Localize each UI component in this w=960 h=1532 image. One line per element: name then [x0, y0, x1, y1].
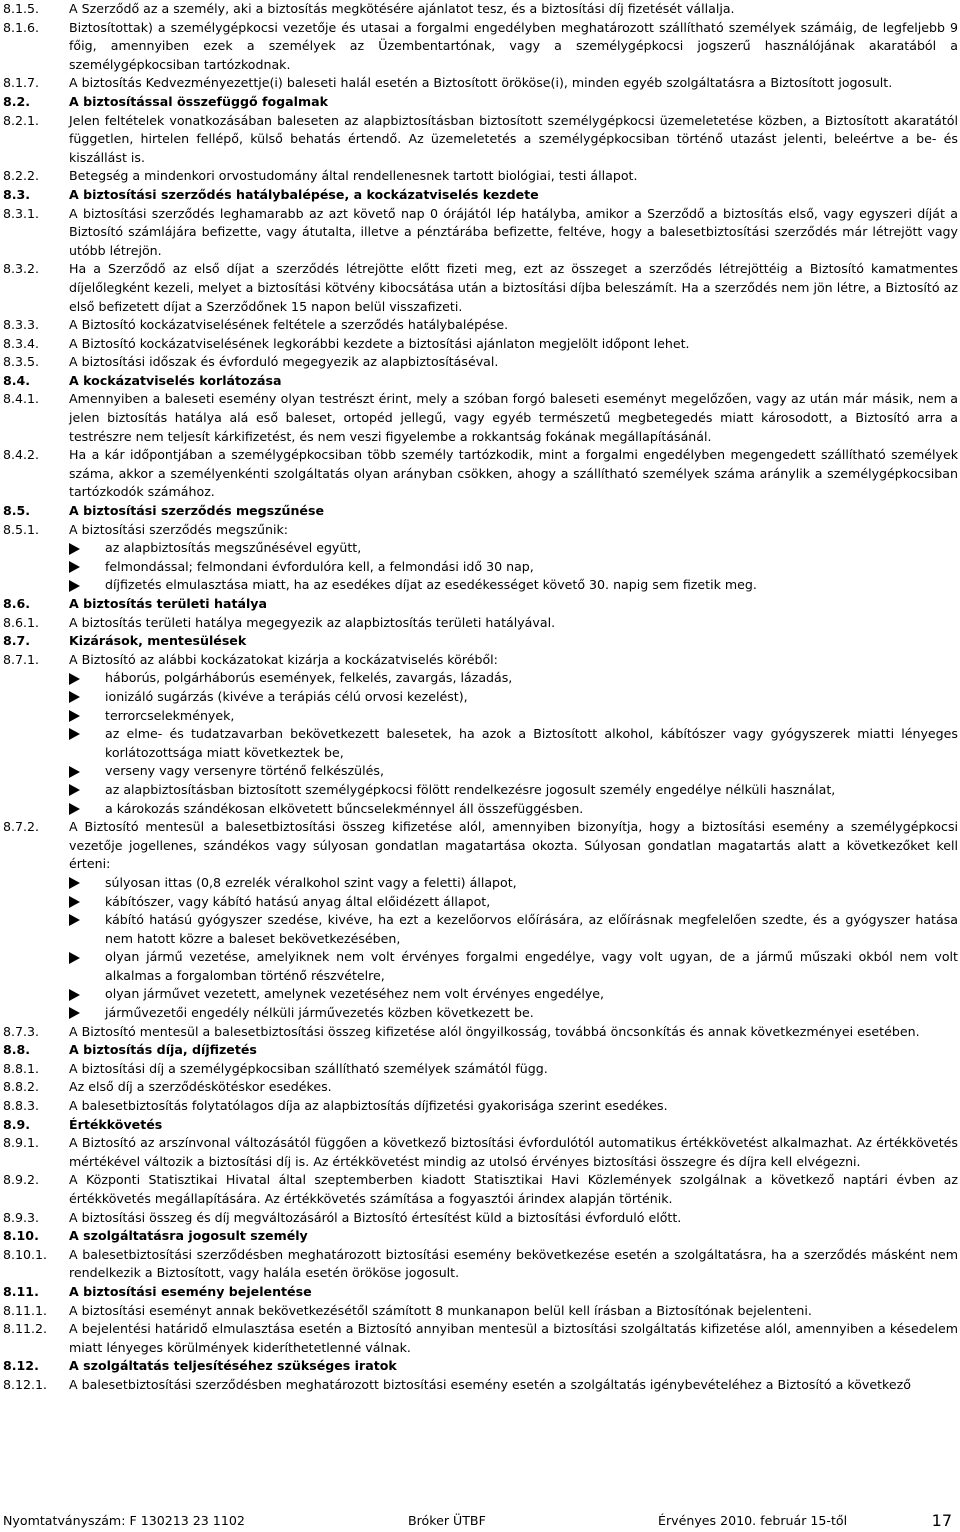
- section-heading: [3, 1041, 958, 1060]
- clause-item: [3, 0, 958, 19]
- broker-name: Bróker ÜTBF: [408, 1513, 486, 1529]
- bullet-item: [3, 800, 958, 819]
- clause-number: 8.8.1.: [3, 1060, 40, 1076]
- section-heading: [3, 1116, 958, 1135]
- clause-number: 8.2.2.: [3, 168, 40, 184]
- clause-item: [3, 1302, 958, 1321]
- clause-item: [3, 651, 958, 670]
- bullet-item: [3, 911, 958, 948]
- clause-text: A biztosítási időszak és évforduló megegyezik az alapbiztosításéval.: [69, 354, 499, 370]
- clause-text: Jelen feltételek vonatkozásában baleseten az alapbiztosításban biztosított személygépkocsi üzemeletetése közben, a Biztosított akaratától független, hirtelen fellépő, külső behatás értendő. Az üzemeletetés a személygépkocsiban történő utazást jelenti, beleértve a be- és kiszállást is.: [69, 112, 958, 165]
- section-heading: [3, 1227, 958, 1246]
- clause-item: [3, 260, 958, 316]
- clause-item: [3, 1171, 958, 1208]
- clause-item: [3, 1246, 958, 1283]
- clause-number: 8.1.7.: [3, 75, 40, 91]
- clause-number: 8.9.2.: [3, 1172, 40, 1188]
- clause-number: 8.1.6.: [3, 19, 40, 35]
- clause-number: 8.4.2.: [3, 447, 40, 463]
- heading-text: Kizárások, mentesülések: [69, 633, 247, 649]
- heading-text: A biztosítási szerződés hatálybalépése, a kockázatviselés kezdete: [69, 186, 539, 202]
- bullet-text: háborús, polgárháborús események, felkelés, zavargás, lázadás,: [105, 670, 513, 686]
- bullet-item: [3, 669, 958, 688]
- clause-number: 8.12.: [3, 1358, 39, 1374]
- clause-item: [3, 316, 958, 335]
- bullet-text: kábító hatású gyógyszer szedése, kivéve, ha ezt a kezelőorvos előírására, az előírásnak megfelelően szedte, és a gyógyszer hatása nem hatott közre a baleset bekövetkezésében,: [105, 912, 958, 946]
- clause-item: [3, 19, 958, 75]
- heading-text: A szolgáltatásra jogosult személy: [69, 1228, 308, 1244]
- clause-number: 8.8.: [3, 1042, 31, 1058]
- clause-item: [3, 1209, 958, 1228]
- clause-item: [3, 1023, 958, 1042]
- bullet-triangle-icon: [69, 539, 105, 558]
- bullet-text: verseny vagy versenyre történő felkészülés,: [105, 763, 384, 779]
- bullet-item: [3, 688, 958, 707]
- clause-number: 8.9.3.: [3, 1209, 40, 1225]
- clause-text: A biztosítási eseményt annak bekövetkezésétől számított 8 munkanapon belül kell írásban a Biztosítónak bejelenteni.: [69, 1302, 812, 1318]
- bullet-item: [3, 762, 958, 781]
- clause-number: 8.7.2.: [3, 819, 40, 835]
- bullet-text: olyan járművet vezetett, amelynek vezetéséhez nem volt érvényes engedélye,: [105, 986, 605, 1002]
- heading-text: A szolgáltatás teljesítéséhez szükséges iratok: [69, 1358, 397, 1374]
- clause-number: 8.12.1.: [3, 1376, 48, 1392]
- bullet-item: [3, 707, 958, 726]
- clause-item: [3, 614, 958, 633]
- clause-text: A balesetbiztosítási szerződésben meghatározott biztosítási esemény bekövetkezése esetén a szolgáltatásra, ha a szerződés másként nem rendelkezik a Biztosított, vagy halála esetén örököse jogosult.: [69, 1246, 958, 1281]
- clause-number: 8.9.1.: [3, 1135, 40, 1151]
- heading-text: A biztosítási esemény bejelentése: [69, 1283, 312, 1299]
- bullet-triangle-icon: [69, 576, 105, 595]
- section-heading: [3, 502, 958, 521]
- clause-text: Ha a Szerződő az első díjat a szerződés létrejötte előtt fizeti meg, ezt az összeget a szerződés létrejöttéig a Biztosító kamatmentes díjelőlegként kezeli, melyet a biztosítási kötvény kibocsátása után a biztosítási díjba beleszámít. Ha a szerződés nem jön létre, a Biztosító az első befizetett díjat a Szerződőnek 15 napon belül visszafizeti.: [69, 261, 958, 314]
- clause-item: [3, 818, 958, 874]
- page-footer: [3, 1511, 952, 1531]
- bullet-item: [3, 558, 958, 577]
- bullet-text: az alapbiztosítás megszűnésével együtt,: [105, 540, 362, 556]
- clause-text: A biztosítás Kedvezményezettje(i) baleseti halál esetén a Biztosított örököse(i), minden egyéb szolgáltatásra a Biztosított jogosult.: [69, 75, 893, 91]
- clause-item: [3, 1078, 958, 1097]
- bullet-text: a károkozás szándékosan elkövetett bűncselekménnyel áll összefüggésben.: [105, 800, 584, 816]
- clause-number: 8.2.1.: [3, 112, 40, 128]
- bullet-triangle-icon: [69, 1004, 105, 1023]
- clause-text: Az első díj a szerződéskötéskor esedékes.: [69, 1079, 332, 1095]
- clause-item: [3, 521, 958, 540]
- heading-text: A biztosítás területi hatálya: [69, 596, 268, 611]
- bullet-item: [3, 576, 958, 595]
- clause-text: A Biztosító mentesül a balesetbiztosítási összeg kifizetése alól, amennyiben bizonyítja, hogy a biztosítási esemény a személygépkocsi vezetője jogellenes, szándékos vagy súlyosan gondatlan magatartása okozta. Súlyosan gondatlan magatartás alatt a következőket kell érteni:: [69, 819, 958, 872]
- clause-number: 8.11.: [3, 1283, 39, 1299]
- bullet-triangle-icon: [69, 874, 105, 893]
- bullet-triangle-icon: [69, 911, 105, 930]
- clause-text: A biztosítási szerződés megszűnik:: [69, 521, 289, 537]
- clause-text: Amennyiben a baleseti esemény olyan testrészt érint, mely a szóban forgó baleseti eseményt megelőzően, vagy az után már másik, nem a jelen biztosítás hatálya alá eső baleset, ortopéd jellegű, vagy egyéb természetű megbetegedés miatt károsodott, a Biztosító arra a testrészre nem teljesít kárkifizetést, és nem veszi figyelembe a rokkantság fokának megállapításánál.: [69, 391, 958, 444]
- clause-item: [3, 1134, 958, 1171]
- clause-text: A Biztosító mentesül a balesetbiztosítási összeg kifizetése alól öngyilkosság, továbbá öncsonkítás és annak következményei esetében.: [69, 1023, 920, 1039]
- clause-number: 8.2.: [3, 93, 31, 109]
- bullet-text: olyan jármű vezetése, amelyiknek nem volt érvényes forgalmi engedélye, vagy volt ugyan, de a jármű műszaki okból nem volt alkalmas a forgalomban történő részvételre,: [105, 949, 958, 983]
- clause-text: A Biztosító az arszínvonal változásától függően a következő biztosítási évfordulótól automatikus értékkövetést alkalmazhat. Az értékkövetés mértékével változik a biztosítási díj is. Az értékkövetést mindig az utolsó érvényes biztosítási összegre és díjra kell elvégezni.: [69, 1135, 958, 1169]
- bullet-text: díjfizetés elmulasztása miatt, ha az esedékes díjat az esedékességet követő 30. napig sem fizetik meg.: [105, 577, 757, 593]
- bullet-triangle-icon: [69, 762, 105, 781]
- clause-text: A biztosítási szerződés leghamarabb az azt követő nap 0 órájától lép hatályba, amikor a Szerződő a biztosítás első, vagy egyszeri díját a Biztosító számlájára befizette, vagy átutalta, illetve a pénztárába befizette, feltéve, hogy a balesetbiztosítási szerződés már létrejött vagy utóbb létrejön.: [69, 205, 958, 258]
- clause-number: 8.4.1.: [3, 391, 40, 407]
- clause-text: Biztosítottak) a személygépkocsi vezetője és utasai a forgalmi engedélyben meghatározott szállítható személyek számáig, de legfeljebb 9 főig, amennyiben ezek a személyek az Üzembentartónak, vagy a személygépkocsi jogszerű használójának akaratából a személygépkocsiban tartózkodnak.: [69, 19, 958, 72]
- heading-text: A biztosítási szerződés megszűnése: [69, 503, 325, 519]
- bullet-item: [3, 725, 958, 762]
- clause-item: [3, 74, 958, 93]
- clause-number: 8.11.2.: [3, 1321, 48, 1337]
- bullet-item: [3, 781, 958, 800]
- bullet-item: [3, 874, 958, 893]
- clause-item: [3, 167, 958, 186]
- clause-item: [3, 390, 958, 446]
- clause-text: A balesetbiztosítási szerződésben meghatározott biztosítási esemény esetén a szolgáltatás igénybevételéhez a Biztosító a következő: [69, 1376, 911, 1392]
- bullet-text: súlyosan ittas (0,8 ezrelék véralkohol szint vagy a feletti) állapot,: [105, 874, 517, 890]
- clause-number: 8.7.1.: [3, 651, 40, 667]
- clause-item: [3, 112, 958, 168]
- bullet-triangle-icon: [69, 893, 105, 912]
- clause-item: [3, 1060, 958, 1079]
- bullet-triangle-icon: [69, 781, 105, 800]
- clause-text: A balesetbiztosítás folytatólagos díja az alapbiztosítás díjfizetési gyakorisága szerint esedékes.: [69, 1098, 668, 1114]
- bullet-text: terrorcselekmények,: [105, 707, 235, 723]
- clause-number: 8.3.4.: [3, 335, 40, 351]
- bullet-triangle-icon: [69, 800, 105, 819]
- section-heading: [3, 1283, 958, 1302]
- validity-date: Érvényes 2010. február 15-től: [658, 1513, 848, 1529]
- heading-text: A kockázatviselés korlátozása: [69, 372, 282, 388]
- bullet-triangle-icon: [69, 707, 105, 726]
- heading-text: A biztosítással összefüggő fogalmak: [69, 93, 328, 109]
- bullet-text: kábítószer, vagy kábító hatású anyag által előidézett állapot,: [105, 893, 491, 909]
- clause-item: [3, 1320, 958, 1357]
- document-body: [3, 0, 958, 1395]
- clause-number: 8.4.: [3, 372, 31, 388]
- bullet-triangle-icon: [69, 669, 105, 688]
- clause-number: 8.3.5.: [3, 354, 40, 370]
- form-number: Nyomtatványszám: F 130213 23 1102: [3, 1513, 245, 1529]
- clause-number: 8.1.5.: [3, 1, 40, 16]
- clause-number: 8.7.3.: [3, 1023, 40, 1039]
- clause-item: [3, 335, 958, 354]
- clause-number: 8.5.1.: [3, 521, 40, 537]
- clause-text: A bejelentési határidő elmulasztása esetén a Biztosító annyiban mentesül a biztosítási szolgáltatás kifizetése alól, amennyiben a késedelem miatt lényeges körülmények kideríthetetlenné válnak.: [69, 1321, 958, 1355]
- clause-number: 8.11.1.: [3, 1302, 48, 1318]
- bullet-triangle-icon: [69, 985, 105, 1004]
- bullet-triangle-icon: [69, 558, 105, 577]
- clause-number: 8.3.: [3, 186, 31, 202]
- clause-text: Betegség a mindenkori orvostudomány által rendellenesnek tartott biológiai, testi állapot.: [69, 168, 638, 184]
- clause-number: 8.3.2.: [3, 261, 40, 277]
- clause-number: 8.5.: [3, 503, 31, 519]
- clause-text: A biztosítási díj a személygépkocsiban szállítható személyek számától függ.: [69, 1060, 548, 1076]
- bullet-text: az alapbiztosításban biztosított személygépkocsi fölött rendelkezésre jogosult személy engedélye nélküli használat,: [105, 781, 836, 797]
- section-heading: [3, 186, 958, 205]
- clause-item: [3, 353, 958, 372]
- bullet-item: [3, 893, 958, 912]
- page-number: 17: [931, 1511, 952, 1531]
- bullet-text: ionizáló sugárzás (kivéve a terápiás célú orvosi kezelést),: [105, 688, 468, 704]
- bullet-item: [3, 985, 958, 1004]
- clause-number: 8.3.3.: [3, 317, 40, 333]
- section-heading: [3, 595, 958, 614]
- clause-item: [3, 446, 958, 502]
- section-heading: [3, 93, 958, 112]
- clause-text: A Központi Statisztikai Hivatal által szeptemberben kiadott Statisztikai Havi Közlemények szolgálnak a következő naptári évben az értékkövetés megállapítására. Az értékkövetés számítása a fogyasztói árindex alapján történik.: [69, 1172, 958, 1206]
- bullet-item: [3, 1004, 958, 1023]
- clause-number: 8.3.1.: [3, 205, 40, 221]
- clause-number: 8.6.1.: [3, 614, 40, 630]
- clause-item: [3, 1376, 958, 1395]
- section-heading: [3, 632, 958, 651]
- clause-number: 8.10.: [3, 1228, 39, 1244]
- heading-text: Értékkövetés: [69, 1116, 163, 1132]
- clause-text: A biztosítás területi hatálya megegyezik az alapbiztosítás területi hatályával.: [69, 614, 556, 630]
- clause-text: A Biztosító kockázatviselésének feltétele a szerződés hatálybalépése.: [69, 317, 509, 333]
- clause-number: 8.7.: [3, 633, 31, 649]
- bullet-item: [3, 539, 958, 558]
- clause-number: 8.8.3.: [3, 1098, 40, 1114]
- bullet-text: az elme- és tudatzavarban bekövetkezett balesetek, ha azok a Biztosított alkohol, kábítószer vagy gyógyszerek miatti lényeges korlátozottsága miatt következtek be,: [105, 726, 958, 760]
- bullet-text: járművezetői engedély nélküli járművezetés közben következett be.: [105, 1005, 534, 1021]
- clause-item: [3, 1097, 958, 1116]
- clause-number: 8.10.1.: [3, 1246, 48, 1262]
- bullet-item: [3, 948, 958, 985]
- clause-number: 8.6.: [3, 596, 31, 611]
- clause-text: A biztosítási összeg és díj megváltozásáról a Biztosító értesítést küld a biztosítási évforduló előtt.: [69, 1209, 682, 1225]
- bullet-triangle-icon: [69, 948, 105, 967]
- bullet-triangle-icon: [69, 725, 105, 744]
- section-heading: [3, 1357, 958, 1376]
- clause-text: A Biztosító az alábbi kockázatokat kizárja a kockázatviselés köréből:: [69, 651, 498, 667]
- section-heading: [3, 372, 958, 391]
- clause-text: Ha a kár időpontjában a személygépkocsiban több személy tartózkodik, mint a forgalmi engedélyben megengedett szállítható személyek száma, akkor a személyenkénti szolgáltatás olyan arányban csökken, ahogy a szállítható személyek száma aránylik a személygépkocsiban tartózkodók számához.: [69, 447, 958, 500]
- clause-item: [3, 205, 958, 261]
- bullet-triangle-icon: [69, 688, 105, 707]
- bullet-text: felmondással; felmondani évfordulóra kell, a felmondási idő 30 nap,: [105, 558, 534, 574]
- clause-number: 8.9.: [3, 1116, 31, 1132]
- clause-text: A Biztosító kockázatviselésének legkorábbi kezdete a biztosítási ajánlaton megjelölt időpont lehet.: [69, 335, 690, 351]
- heading-text: A biztosítás díja, díjfizetés: [69, 1042, 257, 1058]
- clause-number: 8.8.2.: [3, 1079, 40, 1095]
- clause-text: A Szerződő az a személy, aki a biztosítás megkötésére ajánlatot tesz, és a biztosítási díj fizetését vállalja.: [69, 1, 735, 16]
